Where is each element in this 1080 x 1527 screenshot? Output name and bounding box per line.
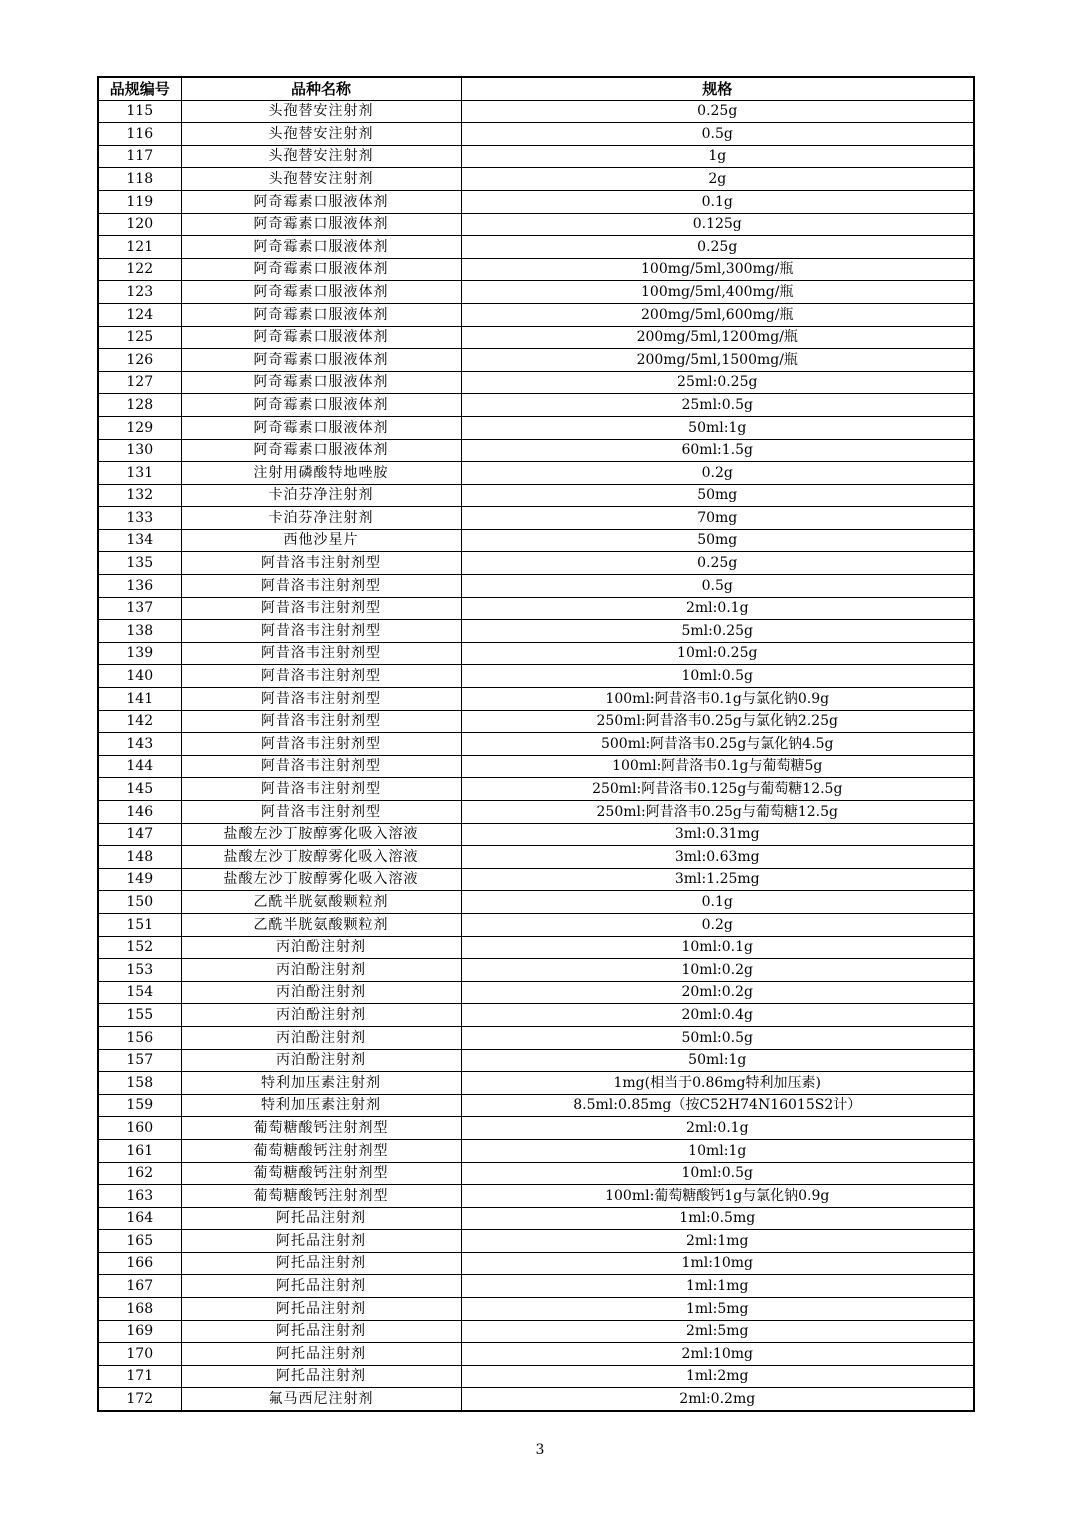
- cell-spec: 0.1g: [461, 190, 974, 213]
- table-row: [98, 981, 974, 1004]
- header-spec: 规格: [461, 77, 974, 100]
- table-row: [98, 168, 974, 191]
- cell-name: 阿奇霉素口服液体剂: [181, 236, 461, 259]
- table-row: [98, 145, 974, 168]
- table-row: [98, 258, 974, 281]
- cell-name: 头孢替安注射剂: [181, 168, 461, 191]
- cell-code: 172: [98, 1388, 181, 1411]
- cell-name: 头孢替安注射剂: [181, 145, 461, 168]
- cell-code: 164: [98, 1207, 181, 1230]
- table-row: [98, 620, 974, 643]
- cell-spec: 50mg: [461, 484, 974, 507]
- cell-name: 丙泊酚注射剂: [181, 1049, 461, 1072]
- cell-code: 171: [98, 1365, 181, 1388]
- cell-code: 132: [98, 484, 181, 507]
- cell-name: 阿昔洛韦注射剂型: [181, 778, 461, 801]
- cell-spec: 10ml:0.25g: [461, 642, 974, 665]
- table-row: [98, 1207, 974, 1230]
- cell-code: 144: [98, 755, 181, 778]
- cell-spec: 2ml:0.1g: [461, 597, 974, 620]
- cell-code: 129: [98, 416, 181, 439]
- table-row: [98, 823, 974, 846]
- table-header-row: [98, 77, 974, 100]
- cell-name: 葡萄糖酸钙注射剂型: [181, 1185, 461, 1208]
- table-row: [98, 484, 974, 507]
- cell-code: 115: [98, 100, 181, 123]
- table-row: [98, 891, 974, 914]
- cell-code: 121: [98, 236, 181, 259]
- cell-name: 西他沙星片: [181, 529, 461, 552]
- cell-code: 168: [98, 1298, 181, 1321]
- cell-name: 阿奇霉素口服液体剂: [181, 326, 461, 349]
- table-row: [98, 1298, 974, 1321]
- cell-name: 阿托品注射剂: [181, 1252, 461, 1275]
- cell-code: 161: [98, 1139, 181, 1162]
- cell-name: 乙酰半胱氨酸颗粒剂: [181, 891, 461, 914]
- table-row: [98, 597, 974, 620]
- cell-name: 阿托品注射剂: [181, 1275, 461, 1298]
- cell-spec: 100ml:葡萄糖酸钙1g与氯化钠0.9g: [461, 1185, 974, 1208]
- cell-code: 120: [98, 213, 181, 236]
- table-row: [98, 439, 974, 462]
- cell-name: 阿奇霉素口服液体剂: [181, 281, 461, 304]
- cell-name: 卡泊芬净注射剂: [181, 484, 461, 507]
- cell-code: 127: [98, 371, 181, 394]
- cell-code: 148: [98, 846, 181, 869]
- cell-code: 117: [98, 145, 181, 168]
- table-row: [98, 462, 974, 485]
- cell-spec: 50ml:0.5g: [461, 1026, 974, 1049]
- cell-code: 124: [98, 303, 181, 326]
- cell-name: 盐酸左沙丁胺醇雾化吸入溶液: [181, 823, 461, 846]
- cell-code: 157: [98, 1049, 181, 1072]
- table-row: [98, 710, 974, 733]
- cell-spec: 50mg: [461, 529, 974, 552]
- table-row: [98, 1049, 974, 1072]
- cell-spec: 1ml:2mg: [461, 1365, 974, 1388]
- cell-spec: 25ml:0.5g: [461, 394, 974, 417]
- table-row: [98, 868, 974, 891]
- cell-name: 阿昔洛韦注射剂型: [181, 801, 461, 824]
- cell-name: 阿昔洛韦注射剂型: [181, 552, 461, 575]
- cell-code: 140: [98, 665, 181, 688]
- table-row: [98, 236, 974, 259]
- cell-name: 丙泊酚注射剂: [181, 981, 461, 1004]
- cell-spec: 0.25g: [461, 100, 974, 123]
- cell-spec: 1ml:10mg: [461, 1252, 974, 1275]
- table-row: [98, 665, 974, 688]
- cell-code: 119: [98, 190, 181, 213]
- cell-name: 葡萄糖酸钙注射剂型: [181, 1162, 461, 1185]
- table-row: [98, 416, 974, 439]
- cell-spec: 3ml:0.31mg: [461, 823, 974, 846]
- cell-code: 160: [98, 1117, 181, 1140]
- cell-name: 阿奇霉素口服液体剂: [181, 349, 461, 372]
- cell-spec: 1ml:5mg: [461, 1298, 974, 1321]
- cell-spec: 50ml:1g: [461, 416, 974, 439]
- table-row: [98, 1094, 974, 1117]
- cell-spec: 1g: [461, 145, 974, 168]
- cell-name: 阿托品注射剂: [181, 1298, 461, 1321]
- cell-name: 阿托品注射剂: [181, 1320, 461, 1343]
- table-row: [98, 733, 974, 756]
- table-row: [98, 778, 974, 801]
- table-row: [98, 529, 974, 552]
- cell-spec: 100mg/5ml,300mg/瓶: [461, 258, 974, 281]
- cell-code: 150: [98, 891, 181, 914]
- cell-code: 159: [98, 1094, 181, 1117]
- cell-spec: 2ml:1mg: [461, 1230, 974, 1253]
- cell-code: 146: [98, 801, 181, 824]
- table-row: [98, 552, 974, 575]
- cell-code: 166: [98, 1252, 181, 1275]
- cell-name: 阿奇霉素口服液体剂: [181, 190, 461, 213]
- table-row: [98, 1388, 974, 1411]
- cell-name: 阿托品注射剂: [181, 1230, 461, 1253]
- cell-code: 135: [98, 552, 181, 575]
- cell-code: 143: [98, 733, 181, 756]
- cell-name: 阿昔洛韦注射剂型: [181, 620, 461, 643]
- cell-name: 阿奇霉素口服液体剂: [181, 258, 461, 281]
- cell-code: 151: [98, 913, 181, 936]
- table-row: [98, 394, 974, 417]
- table-row: [98, 1343, 974, 1366]
- table-row: [98, 575, 974, 598]
- cell-spec: 1ml:1mg: [461, 1275, 974, 1298]
- page-number: 3: [535, 1442, 545, 1458]
- table-row: [98, 846, 974, 869]
- table-row: [98, 913, 974, 936]
- cell-name: 阿昔洛韦注射剂型: [181, 642, 461, 665]
- cell-spec: 25ml:0.25g: [461, 371, 974, 394]
- table-row: [98, 755, 974, 778]
- cell-spec: 10ml:0.1g: [461, 936, 974, 959]
- table-row: [98, 1117, 974, 1140]
- cell-spec: 0.5g: [461, 575, 974, 598]
- cell-code: 134: [98, 529, 181, 552]
- cell-spec: 10ml:1g: [461, 1139, 974, 1162]
- cell-code: 138: [98, 620, 181, 643]
- cell-spec: 2ml:0.1g: [461, 1117, 974, 1140]
- cell-code: 170: [98, 1343, 181, 1366]
- cell-code: 155: [98, 1004, 181, 1027]
- cell-spec: 3ml:0.63mg: [461, 846, 974, 869]
- cell-spec: 5ml:0.25g: [461, 620, 974, 643]
- cell-spec: 0.5g: [461, 123, 974, 146]
- cell-code: 142: [98, 710, 181, 733]
- cell-spec: 200mg/5ml,600mg/瓶: [461, 303, 974, 326]
- cell-code: 163: [98, 1185, 181, 1208]
- cell-code: 133: [98, 507, 181, 530]
- cell-spec: 0.2g: [461, 462, 974, 485]
- cell-spec: 250ml:阿昔洛韦0.25g与葡萄糖12.5g: [461, 801, 974, 824]
- cell-spec: 500ml:阿昔洛韦0.25g与氯化钠4.5g: [461, 733, 974, 756]
- cell-spec: 0.125g: [461, 213, 974, 236]
- cell-code: 162: [98, 1162, 181, 1185]
- table-row: [98, 642, 974, 665]
- cell-code: 139: [98, 642, 181, 665]
- cell-spec: 250ml:阿昔洛韦0.125g与葡萄糖12.5g: [461, 778, 974, 801]
- cell-name: 注射用磷酸特地唑胺: [181, 462, 461, 485]
- cell-spec: 2ml:0.2mg: [461, 1388, 974, 1411]
- cell-name: 卡泊芬净注射剂: [181, 507, 461, 530]
- cell-code: 130: [98, 439, 181, 462]
- cell-spec: 70mg: [461, 507, 974, 530]
- table-row: [98, 349, 974, 372]
- cell-spec: 1mg(相当于0.86mg特利加压素): [461, 1072, 974, 1095]
- table-body: [98, 100, 974, 1411]
- cell-name: 葡萄糖酸钙注射剂型: [181, 1117, 461, 1140]
- cell-name: 头孢替安注射剂: [181, 123, 461, 146]
- cell-code: 153: [98, 959, 181, 982]
- cell-name: 盐酸左沙丁胺醇雾化吸入溶液: [181, 846, 461, 869]
- table-row: [98, 1185, 974, 1208]
- cell-name: 乙酰半胱氨酸颗粒剂: [181, 913, 461, 936]
- cell-spec: 1ml:0.5mg: [461, 1207, 974, 1230]
- cell-code: 154: [98, 981, 181, 1004]
- cell-spec: 10ml:0.5g: [461, 1162, 974, 1185]
- cell-spec: 3ml:1.25mg: [461, 868, 974, 891]
- cell-spec: 60ml:1.5g: [461, 439, 974, 462]
- table-row: [98, 281, 974, 304]
- cell-name: 阿托品注射剂: [181, 1365, 461, 1388]
- cell-name: 氟马西尼注射剂: [181, 1388, 461, 1411]
- cell-spec: 0.25g: [461, 236, 974, 259]
- cell-code: 147: [98, 823, 181, 846]
- table-row: [98, 1139, 974, 1162]
- cell-spec: 0.1g: [461, 891, 974, 914]
- cell-spec: 100ml:阿昔洛韦0.1g与葡萄糖5g: [461, 755, 974, 778]
- cell-code: 118: [98, 168, 181, 191]
- cell-name: 阿托品注射剂: [181, 1207, 461, 1230]
- cell-spec: 8.5ml:0.85mg（按C52H74N16015S2计）: [461, 1094, 974, 1117]
- cell-code: 128: [98, 394, 181, 417]
- cell-name: 阿奇霉素口服液体剂: [181, 439, 461, 462]
- cell-name: 阿昔洛韦注射剂型: [181, 710, 461, 733]
- cell-spec: 20ml:0.4g: [461, 1004, 974, 1027]
- cell-name: 丙泊酚注射剂: [181, 1026, 461, 1049]
- cell-code: 123: [98, 281, 181, 304]
- cell-code: 149: [98, 868, 181, 891]
- cell-code: 156: [98, 1026, 181, 1049]
- cell-code: 116: [98, 123, 181, 146]
- cell-name: 阿昔洛韦注射剂型: [181, 755, 461, 778]
- cell-code: 152: [98, 936, 181, 959]
- cell-name: 盐酸左沙丁胺醇雾化吸入溶液: [181, 868, 461, 891]
- table-row: [98, 801, 974, 824]
- table-row: [98, 959, 974, 982]
- table-row: [98, 100, 974, 123]
- cell-code: 136: [98, 575, 181, 598]
- cell-spec: 2ml:5mg: [461, 1320, 974, 1343]
- table-row: [98, 371, 974, 394]
- cell-spec: 200mg/5ml,1500mg/瓶: [461, 349, 974, 372]
- table-row: [98, 1365, 974, 1388]
- cell-name: 头孢替安注射剂: [181, 100, 461, 123]
- cell-name: 特利加压素注射剂: [181, 1094, 461, 1117]
- cell-spec: 10ml:0.5g: [461, 665, 974, 688]
- cell-name: 阿昔洛韦注射剂型: [181, 575, 461, 598]
- cell-spec: 200mg/5ml,1200mg/瓶: [461, 326, 974, 349]
- header-code: 品规编号: [98, 77, 181, 100]
- cell-name: 阿昔洛韦注射剂型: [181, 665, 461, 688]
- cell-spec: 20ml:0.2g: [461, 981, 974, 1004]
- table-row: [98, 326, 974, 349]
- cell-code: 137: [98, 597, 181, 620]
- table-row: [98, 936, 974, 959]
- cell-name: 阿昔洛韦注射剂型: [181, 733, 461, 756]
- cell-name: 丙泊酚注射剂: [181, 936, 461, 959]
- cell-spec: 2ml:10mg: [461, 1343, 974, 1366]
- table-row: [98, 213, 974, 236]
- cell-name: 阿奇霉素口服液体剂: [181, 394, 461, 417]
- cell-code: 141: [98, 688, 181, 711]
- cell-spec: 100mg/5ml,400mg/瓶: [461, 281, 974, 304]
- table-row: [98, 1004, 974, 1027]
- cell-spec: 250ml:阿昔洛韦0.25g与氯化钠2.25g: [461, 710, 974, 733]
- drug-spec-table: [97, 76, 975, 1412]
- cell-spec: 100ml:阿昔洛韦0.1g与氯化钠0.9g: [461, 688, 974, 711]
- cell-code: 122: [98, 258, 181, 281]
- cell-spec: 2g: [461, 168, 974, 191]
- cell-name: 阿奇霉素口服液体剂: [181, 303, 461, 326]
- cell-name: 丙泊酚注射剂: [181, 959, 461, 982]
- cell-name: 葡萄糖酸钙注射剂型: [181, 1139, 461, 1162]
- header-name: 品种名称: [181, 77, 461, 100]
- cell-spec: 0.2g: [461, 913, 974, 936]
- table-row: [98, 1320, 974, 1343]
- cell-name: 阿昔洛韦注射剂型: [181, 597, 461, 620]
- cell-name: 阿托品注射剂: [181, 1343, 461, 1366]
- cell-code: 165: [98, 1230, 181, 1253]
- table-row: [98, 1026, 974, 1049]
- table-row: [98, 1252, 974, 1275]
- cell-code: 169: [98, 1320, 181, 1343]
- cell-spec: 50ml:1g: [461, 1049, 974, 1072]
- table-row: [98, 1275, 974, 1298]
- table-row: [98, 1230, 974, 1253]
- cell-code: 125: [98, 326, 181, 349]
- cell-code: 131: [98, 462, 181, 485]
- table-row: [98, 190, 974, 213]
- cell-code: 158: [98, 1072, 181, 1095]
- cell-name: 特利加压素注射剂: [181, 1072, 461, 1095]
- cell-code: 126: [98, 349, 181, 372]
- cell-name: 阿奇霉素口服液体剂: [181, 213, 461, 236]
- cell-code: 145: [98, 778, 181, 801]
- cell-name: 丙泊酚注射剂: [181, 1004, 461, 1027]
- table-row: [98, 688, 974, 711]
- table-row: [98, 123, 974, 146]
- table-row: [98, 1162, 974, 1185]
- table-row: [98, 507, 974, 530]
- cell-code: 167: [98, 1275, 181, 1298]
- cell-name: 阿奇霉素口服液体剂: [181, 416, 461, 439]
- cell-spec: 10ml:0.2g: [461, 959, 974, 982]
- table-row: [98, 1072, 974, 1095]
- cell-name: 阿奇霉素口服液体剂: [181, 371, 461, 394]
- table-row: [98, 303, 974, 326]
- cell-name: 阿昔洛韦注射剂型: [181, 688, 461, 711]
- cell-spec: 0.25g: [461, 552, 974, 575]
